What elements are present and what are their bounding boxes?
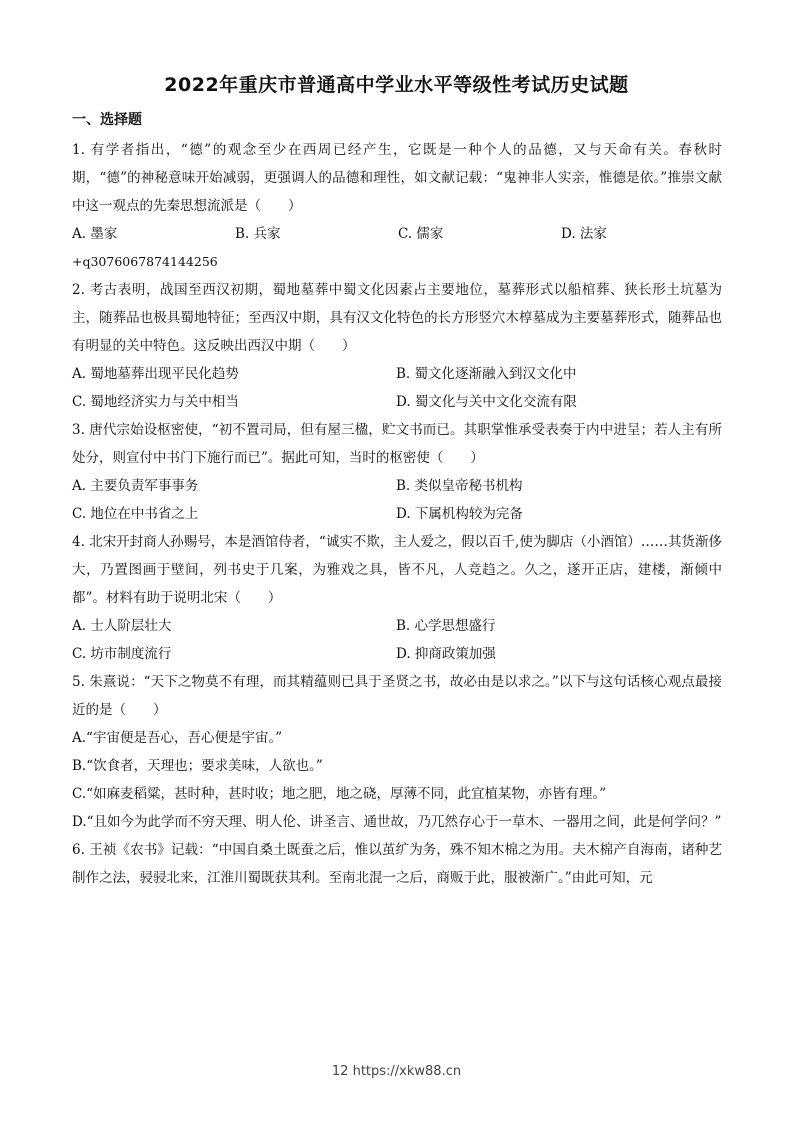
question-1-text: 1. 有学者指出，“德”的观念至少在西周已经产生，它既是一种个人的品德，又与天命有关。春秋时期，“德”的神秘意味开始减弱，更强调人的品德和理性，如文献记载：“鬼神非人实亲，惟德是依。”推崇文献中这一观点的先秦思想流派是（ ） — [72, 142, 722, 214]
option-a: A. 士人阶层壮大 — [72, 618, 172, 634]
option-c: C. 儒家 — [398, 226, 444, 242]
question-1-options — [72, 220, 722, 248]
option-d: D.“且如今为此学而不穷天理、明人伦、讲圣言、通世故，乃兀然存心于一草木、一器用之间，此是何学问？” — [72, 814, 722, 830]
code-line: +q3076067874144256 — [72, 254, 218, 269]
option-b: B. 类似皇帝秘书机构 — [396, 478, 523, 494]
option-b: B. 蜀文化逐渐融入到汉文化中 — [396, 366, 577, 382]
section-heading: 一、选择题 — [72, 112, 142, 128]
question-3-options — [72, 472, 722, 528]
page-footer: 12 https://xkw88.cn — [331, 1064, 462, 1079]
exam-content — [72, 106, 722, 892]
option-b: B. 心学思想盛行 — [396, 618, 496, 634]
question-2-options — [72, 360, 722, 416]
page-title: 2022年重庆市普通高中学业水平等级性考试历史试题 — [164, 74, 629, 96]
question-5-options — [72, 724, 722, 836]
option-d: D. 下属机构较为完备 — [396, 506, 523, 522]
option-c: C. 坊市制度流行 — [72, 646, 172, 662]
option-a: A.“宇宙便是吾心，吾心便是宇宙。” — [72, 730, 283, 746]
option-d: D. 蜀文化与关中文化交流有限 — [396, 394, 577, 410]
option-a: A. 蜀地墓葬出现平民化趋势 — [72, 366, 239, 382]
question-6-text: 6. 王祯《农书》记载：“中国自桑土既蚕之后，惟以茧纩为务，殊不知木棉之为用。夫木棉产自海南，诸种艺制作之法，骎骎北来，江淮川蜀既获其利。至南北混一之后，商贩于此，服被渐广。”由此可知，元 — [72, 842, 722, 886]
option-d: D. 法家 — [561, 226, 607, 242]
question-2-text: 2. 考古表明，战国至西汉初期，蜀地墓葬中蜀文化因素占主要地位，墓葬形式以船棺葬、狭长形土坑墓为主，随葬品也极具蜀地特征；至西汉中期，具有汉文化特色的长方形竖穴木椁墓成为主要墓葬形式，随葬品也有明显的关中特色。这反映出西汉中期（ ） — [72, 282, 722, 354]
option-c: C. 地位在中书省之上 — [72, 506, 199, 522]
option-c: C.“如麻麦稻粱，甚时种，甚时收；地之肥，地之硗，厚薄不同，此宜植某物，亦皆有理。” — [72, 786, 607, 802]
option-c: C. 蜀地经济实力与关中相当 — [72, 394, 239, 410]
option-a: A. 主要负责军事事务 — [72, 478, 199, 494]
question-3-text: 3. 唐代宗始设枢密使，“初不置司局，但有屋三楹，贮文书而已。其职掌惟承受表奏于内中进呈；若人主有所处分，则宣付中书门下施行而已”。据此可知，当时的枢密使（ ） — [72, 422, 722, 466]
option-b: B. 兵家 — [235, 226, 281, 242]
question-4-text: 4. 北宋开封商人孙赐号，本是酒馆侍者，“诚实不欺，主人爱之，假以百千,使为脚店（小酒馆）……其货渐侈大，乃置图画于壁间，列书史于几案，为雅戏之具，皆不凡，人竞趋之。久之，遂开正店，建楼，渐倾中都”。材料有助于说明北宋（ ） — [72, 534, 722, 606]
question-4-options — [72, 612, 722, 668]
option-d: D. 抑商政策加强 — [396, 646, 496, 662]
option-a: A. 墨家 — [72, 226, 118, 242]
option-b: B.“饮食者，天理也；要求美味，人欲也。” — [72, 758, 323, 774]
question-5-text: 5. 朱熹说：“天下之物莫不有理，而其精蕴则已具于圣贤之书，故必由是以求之。”以下与这句话核心观点最接近的是（ ） — [72, 674, 722, 718]
